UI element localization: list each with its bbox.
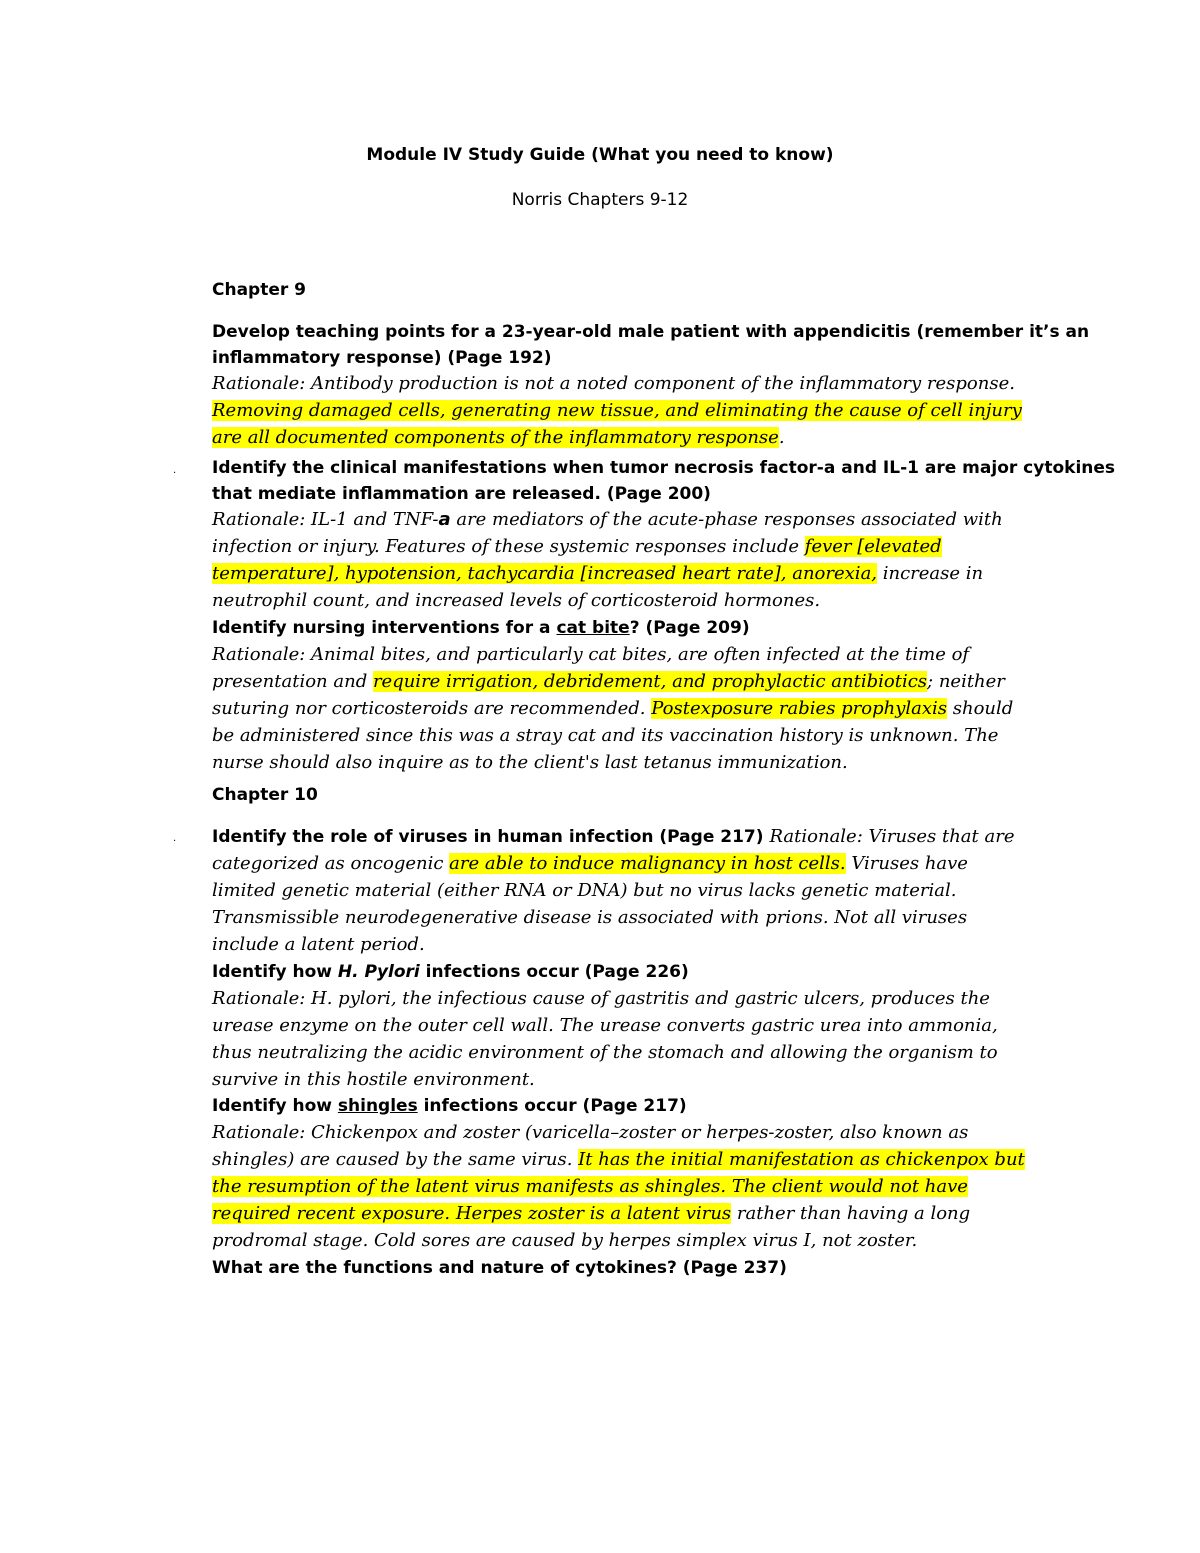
highlight: It has the initial manifestation as chickenpox but bbox=[578, 1149, 1025, 1170]
highlight: require irrigation, debridement, and prophylactic antibiotics bbox=[372, 671, 928, 692]
alpha-symbol: a bbox=[438, 509, 451, 530]
highlight: Removing damaged cells, generating new tissue, and eliminating the cause of cell injury bbox=[212, 400, 1022, 421]
rationale-appendicitis-line3 bbox=[212, 429, 785, 447]
rationale-h-pylori-line1: Rationale: H. pylori, the infectious cause of gastritis and gastric ulcers, produces the bbox=[212, 988, 990, 1009]
question-viruses-line1 bbox=[212, 828, 1014, 846]
highlight: temperature], hypotension, tachycardia [increased heart rate], anorexia, bbox=[212, 563, 878, 584]
text-run: Identify nursing interventions for a bbox=[212, 618, 557, 638]
rationale-viruses-line5: include a latent period. bbox=[212, 934, 425, 955]
rationale-tnf-line1 bbox=[212, 511, 1003, 529]
question-cytokines-line1: Identify the clinical manifestations when tumor necrosis factor-a and IL-1 are major cytokines bbox=[212, 458, 1116, 478]
question-viruses: Identify the role of viruses in human infection (Page 217) bbox=[212, 827, 770, 847]
text-run: rather than having a long bbox=[731, 1203, 971, 1224]
underlined-term: cat bite bbox=[556, 618, 630, 638]
text-run: infection or injury. Features of these systemic responses include bbox=[212, 536, 805, 557]
question-shingles bbox=[212, 1098, 687, 1115]
rationale-cat-bite-line2 bbox=[212, 673, 1005, 691]
rationale-cat-bite-line4: be administered since this was a stray cat and its vaccination history is unknown. The bbox=[212, 725, 999, 746]
highlight: fever [elevated bbox=[804, 536, 942, 557]
text-run: Viruses have bbox=[845, 853, 968, 874]
document-subtitle: Norris Chapters 9-12 bbox=[511, 190, 689, 210]
chapter-10-heading: Chapter 10 bbox=[212, 785, 318, 805]
rationale-tnf-line3 bbox=[212, 565, 983, 583]
rationale-shingles-line3 bbox=[212, 1178, 968, 1196]
rationale-h-pylori-line2: urease enzyme on the outer cell wall. The urease converts gastric urea into ammonia, bbox=[212, 1015, 998, 1036]
text-run: presentation and bbox=[212, 671, 373, 692]
rationale-cat-bite-line5: nurse should also inquire as to the client's last tetanus immunization. bbox=[212, 752, 848, 773]
text-run: ? (Page 209) bbox=[629, 618, 750, 638]
question-h-pylori bbox=[212, 964, 689, 981]
rationale-viruses-line4: Transmissible neurodegenerative disease is associated with prions. Not all viruses bbox=[212, 907, 968, 928]
document-title: Module IV Study Guide (What you need to know) bbox=[366, 145, 834, 165]
rationale-shingles-line2 bbox=[212, 1151, 1025, 1169]
bullet-mark: · bbox=[173, 836, 177, 847]
chapter-9-heading: Chapter 9 bbox=[212, 280, 307, 300]
text-run: Identify how bbox=[212, 1096, 338, 1116]
rationale-tnf-line2 bbox=[212, 538, 942, 556]
text-run: Identify how bbox=[212, 962, 338, 982]
question-appendicitis-line1: Develop teaching points for a 23-year-old male patient with appendicitis (remember it’s an bbox=[212, 322, 1090, 342]
highlight: are able to induce malignancy in host cells. bbox=[449, 853, 846, 874]
text-run: infections occur (Page 226) bbox=[419, 962, 689, 982]
question-cat-bite bbox=[212, 620, 750, 637]
rationale-shingles-line4 bbox=[212, 1205, 970, 1223]
text-run: infections occur (Page 217) bbox=[417, 1096, 687, 1116]
rationale-tnf-line4: neutrophil count, and increased levels of corticosteroid hormones. bbox=[212, 590, 821, 611]
rationale-appendicitis-line2 bbox=[212, 402, 1022, 420]
question-appendicitis-line2: inflammatory response) (Page 192) bbox=[212, 348, 552, 368]
text-run: are mediators of the acute-phase responses associated with bbox=[450, 509, 1003, 530]
text-run: shingles) are caused by the same virus. bbox=[212, 1149, 579, 1170]
question-cytokines-line2: that mediate inflammation are released. (Page 200) bbox=[212, 484, 711, 504]
text-run: Rationale: Viruses that are bbox=[769, 826, 1015, 847]
bullet-mark: · bbox=[173, 468, 177, 479]
highlight: the resumption of the latent virus manifests as shingles. The client would not have bbox=[212, 1176, 968, 1197]
highlight: Postexposure rabies prophylaxis bbox=[651, 698, 948, 719]
italic-term: H. Pylori bbox=[337, 962, 420, 982]
underlined-term: shingles bbox=[337, 1096, 418, 1116]
question-cytokine-functions: What are the functions and nature of cytokines? (Page 237) bbox=[212, 1258, 787, 1278]
text-run: ; neither bbox=[927, 671, 1005, 692]
text-run: categorized as oncogenic bbox=[212, 853, 450, 874]
rationale-shingles-line1: Rationale: Chickenpox and zoster (varicella–zoster or herpes-zoster, also known as bbox=[212, 1122, 969, 1143]
text-run: increase in bbox=[877, 563, 984, 584]
rationale-cat-bite-line3 bbox=[212, 700, 1013, 718]
highlight: required recent exposure. Herpes zoster is a latent virus bbox=[212, 1203, 732, 1224]
text-run: Rationale: IL-1 and TNF- bbox=[212, 509, 439, 530]
rationale-cat-bite-line1: Rationale: Animal bites, and particularly cat bites, are often infected at the time of bbox=[212, 644, 970, 665]
text-run: . bbox=[778, 427, 785, 448]
rationale-appendicitis-line1: Rationale: Antibody production is not a noted component of the inflammatory response. bbox=[212, 373, 1015, 394]
rationale-viruses-line2 bbox=[212, 855, 968, 873]
rationale-viruses-line3: limited genetic material (either RNA or DNA) but no virus lacks genetic material. bbox=[212, 880, 957, 901]
text-run: should bbox=[947, 698, 1014, 719]
text-run: suturing nor corticosteroids are recommended. bbox=[212, 698, 652, 719]
highlight: are all documented components of the inflammatory response bbox=[212, 427, 779, 448]
rationale-h-pylori-line3: thus neutralizing the acidic environment of the stomach and allowing the organism to bbox=[212, 1042, 998, 1063]
rationale-shingles-line5: prodromal stage. Cold sores are caused by herpes simplex virus I, not zoster. bbox=[212, 1230, 918, 1251]
rationale-h-pylori-line4: survive in this hostile environment. bbox=[212, 1069, 535, 1090]
